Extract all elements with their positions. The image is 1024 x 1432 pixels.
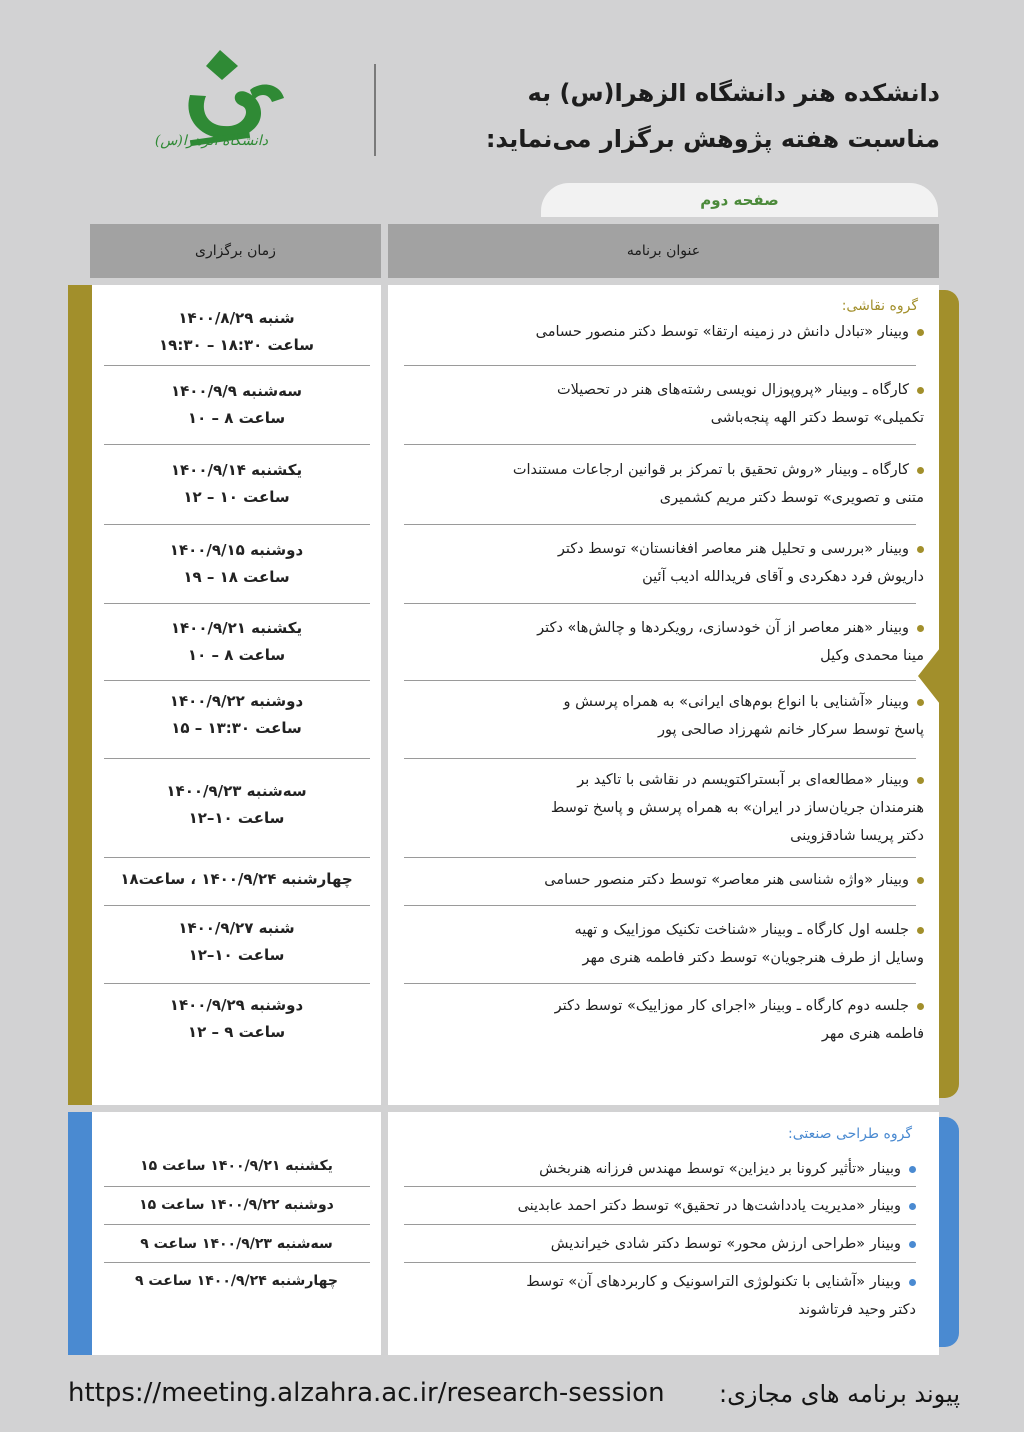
painting-time-line: یکشنبه ۱۴۰۰/۹/۱۴ <box>170 461 303 479</box>
painting-event-text: وبینار «واژه شناسی هنر معاصر» توسط دکتر منصور حسامی <box>544 872 909 888</box>
painting-time-line: سه‌شنبه ۱۴۰۰/۹/۹ <box>170 382 303 400</box>
industrial-event-text: وبینار «طراحی ارزش محور» توسط دکتر شادی خیراندیش <box>550 1236 901 1252</box>
painting-event-text: متنی و تصویری» توسط دکتر مریم کشمیری <box>659 490 924 506</box>
painting-event-text: وبینار «تبادل دانش در زمینه ارتقا» توسط دکتر منصور حسامی <box>535 324 909 340</box>
painting-event-text: کارگاه ـ وبینار «پروپوزال نویسی رشته‌های هنر در تحصیلات <box>556 382 909 398</box>
painting-time-line: ساعت ۱۰ – ۱۲ <box>183 488 290 506</box>
footer-url-link[interactable]: https://meeting.alzahra.ac.ir/research-session <box>68 1378 665 1408</box>
page-tab: صفحه دوم <box>541 183 938 217</box>
page-title-line1: دانشکده هنر دانشگاه الزهرا(س) به <box>527 79 940 107</box>
header-divider <box>374 64 376 156</box>
painting-time-line: چهارشنبه ۱۴۰۰/۹/۲۴ ، ساعت۱۸ <box>120 870 353 888</box>
industrial-event-time: دوشنبه ۱۴۰۰/۹/۲۲ ساعت ۱۵ <box>139 1197 334 1213</box>
industrial-time-panel <box>92 1112 381 1355</box>
footer-label: پیوند برنامه های مجازی: <box>719 1380 960 1408</box>
painting-event-text: داریوش فرد دهکردی و آقای فریدالله ادیب آئین <box>642 569 924 585</box>
painting-event-text: وبینار «مطالعه‌ای بر آبستراکتویسم در نقاشی با تاکید بر <box>577 772 909 788</box>
industrial-event-text: وبینار «تأثیر کرونا بر دیزاین» توسط مهندس فرزانه هنربخش <box>539 1161 901 1177</box>
painting-time-line: یکشنبه ۱۴۰۰/۹/۲۱ <box>170 619 303 637</box>
painting-events-panel <box>388 285 939 1105</box>
painting-event-text: جلسه دوم کارگاه ـ وبینار «اجرای کار موزاییک» توسط دکتر <box>554 998 909 1014</box>
painting-time-line: ساعت ۹ – ۱۲ <box>187 1023 286 1041</box>
painting-time-line: ساعت ۱۰–۱۲ <box>188 946 285 964</box>
industrial-event-text: وبینار «آشنایی با تکنولوژی التراسونیک و کاربردهای آن» توسط <box>526 1274 901 1290</box>
industrial-event-text: وبینار «مدیریت یادداشت‌ها در تحقیق» توسط دکتر احمد عابدینی <box>517 1198 901 1214</box>
industrial-accent-bar-left <box>68 1112 92 1355</box>
painting-event-text: فاطمه هنری مهر <box>821 1026 924 1042</box>
painting-time-line: ساعت ۸ – ۱۰ <box>187 646 286 664</box>
painting-event-text: پاسخ توسط سرکار خانم شهرزاد صالحی پور <box>657 722 924 738</box>
column-header-time: زمان برگزاری <box>90 224 381 278</box>
painting-event-text: وبینار «هنر معاصر از آن خودسازی، رویکردها و چالش‌ها» دکتر <box>537 620 909 636</box>
painting-event-text: مینا محمدی وکیل <box>820 648 924 664</box>
painting-group-label: گروه نقاشی: <box>841 298 918 314</box>
painting-time-line: ساعت ۸ – ۱۰ <box>187 409 286 427</box>
painting-time-line: شنبه ۱۴۰۰/۹/۲۷ <box>178 919 295 937</box>
university-logo <box>150 40 350 170</box>
painting-time-line: ساعت ۱۸:۳۰ – ۱۹:۳۰ <box>159 336 314 354</box>
painting-time-line: سه‌شنبه ۱۴۰۰/۹/۲۳ <box>166 782 307 800</box>
painting-event-text: دکتر پریسا شادقزوینی <box>790 828 924 844</box>
painting-time-line: شنبه ۱۴۰۰/۸/۲۹ <box>178 309 295 327</box>
industrial-event-time: سه‌شنبه ۱۴۰۰/۹/۲۳ ساعت ۹ <box>140 1236 333 1252</box>
painting-event-text: وسایل از طرف هنرجویان» توسط دکتر فاطمه هنری مهر <box>582 950 924 966</box>
industrial-event-time: چهارشنبه ۱۴۰۰/۹/۲۴ ساعت ۹ <box>135 1273 338 1289</box>
industrial-group-label: گروه طراحی صنعتی: <box>788 1126 912 1142</box>
painting-time-line: دوشنبه ۱۴۰۰/۹/۲۲ <box>169 692 304 710</box>
painting-event-text: تکمیلی» توسط دکتر الهه پنجه‌باشی <box>710 410 924 426</box>
page-title-line2: مناسبت هفته پژوهش برگزار می‌نماید: <box>485 125 940 153</box>
logo-text: دانشگاه الزهرا(س) <box>154 133 268 149</box>
painting-time-line: ساعت ۱۸ – ۱۹ <box>183 568 290 586</box>
column-header-title: عنوان برنامه <box>388 224 939 278</box>
painting-event-text: وبینار «بررسی و تحلیل هنر معاصر افغانستان» توسط دکتر <box>557 541 909 557</box>
industrial-event-time: یکشنبه ۱۴۰۰/۹/۲۱ ساعت ۱۵ <box>140 1158 333 1174</box>
painting-accent-bar-left <box>68 285 92 1105</box>
painting-time-panel <box>92 285 381 1105</box>
painting-event-text: هنرمندان جریان‌ساز در ایران» به همراه پرسش و پاسخ توسط <box>550 800 924 816</box>
painting-notch <box>918 648 940 704</box>
painting-event-text: وبینار «آشنایی با انواع بوم‌های ایرانی» به همراه پرسش و <box>563 694 909 710</box>
painting-event-text: جلسه اول کارگاه ـ وبینار «شناخت تکنیک موزاییک و تهیه <box>574 922 909 938</box>
painting-event-text: کارگاه ـ وبینار «روش تحقیق با تمرکز بر قوانین ارجاعات مستندات <box>512 462 909 478</box>
industrial-events-panel <box>388 1112 939 1355</box>
industrial-event-text: دکتر وحید فرتاشوند <box>798 1302 916 1318</box>
painting-time-line: ساعت ۱۰–۱۲ <box>188 809 285 827</box>
painting-time-line: دوشنبه ۱۴۰۰/۹/۲۹ <box>169 996 304 1014</box>
painting-time-line: ساعت ۱۳:۳۰ – ۱۵ <box>171 719 302 737</box>
page-title <box>400 70 940 162</box>
painting-time-line: دوشنبه ۱۴۰۰/۹/۱۵ <box>169 541 304 559</box>
